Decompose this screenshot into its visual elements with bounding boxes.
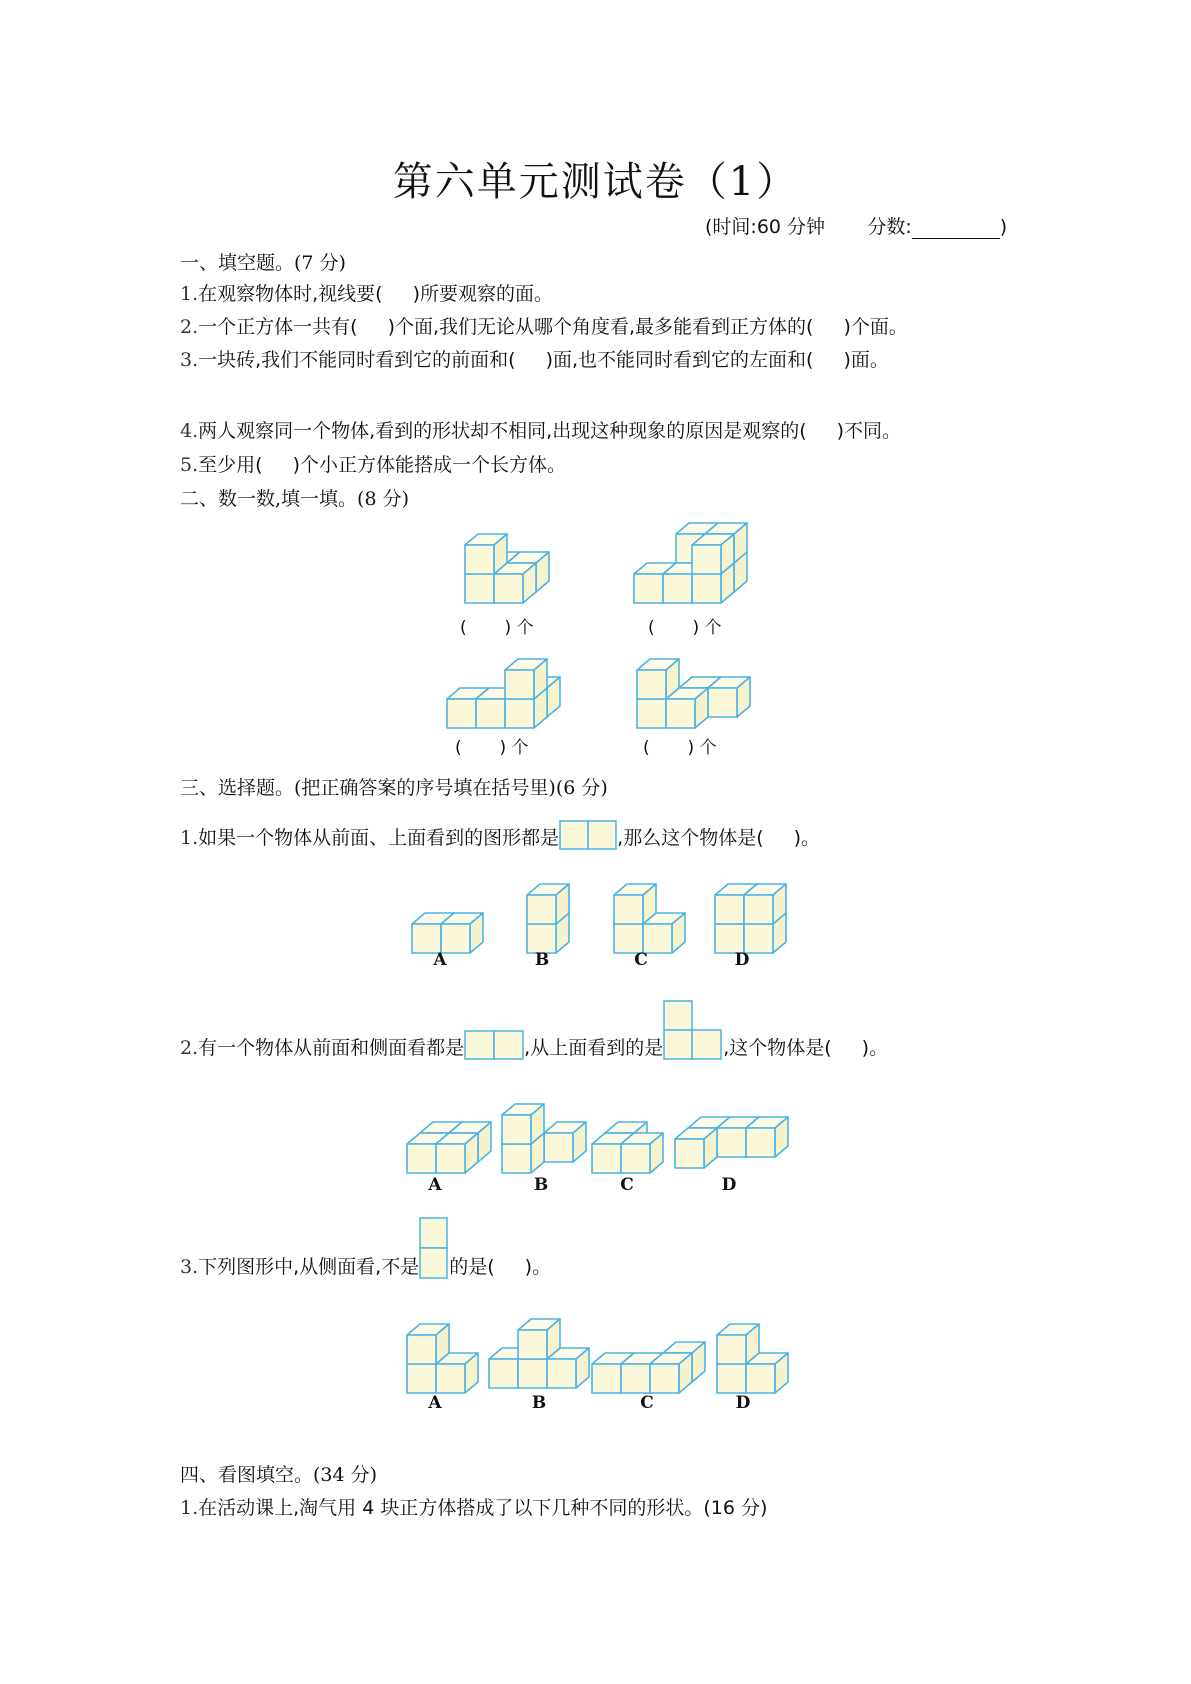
cube-figure-4 — [635, 645, 755, 730]
score-blank[interactable] — [912, 220, 1000, 239]
option-b-label[interactable]: B — [534, 950, 550, 970]
option-b-figure — [500, 1080, 590, 1175]
exam-meta — [705, 212, 1007, 239]
time-label: (时间:60 分钟 — [705, 216, 826, 238]
cube-figure-3 — [445, 645, 565, 730]
option-c-label[interactable]: C — [620, 1175, 634, 1195]
option-d-figure — [673, 1105, 788, 1170]
option-b-figure — [487, 1305, 597, 1390]
option-d-label[interactable]: D — [721, 1175, 737, 1195]
section4-heading: 四、看图填空。(34 分) — [180, 1464, 378, 1486]
option-c-figure — [590, 1110, 670, 1175]
score-label: 分数: — [867, 216, 912, 238]
count-blank-3[interactable]: ( ) 个 — [455, 738, 529, 758]
vertical-two-square-view-icon — [419, 1217, 449, 1279]
score-close: ) — [999, 216, 1008, 238]
s1-question-5: 5.至少用( )个小正方体能搭成一个长方体。 — [180, 454, 566, 476]
option-a-figure — [410, 895, 490, 955]
option-d-figure — [713, 870, 793, 955]
count-blank-2[interactable]: ( ) 个 — [648, 618, 722, 638]
option-c-figure — [590, 1315, 705, 1395]
s3-question-3: 3.下列图形中,从侧面看,不是 的是( )。 — [180, 1251, 551, 1279]
section2-heading: 二、数一数,填一填。(8 分) — [180, 488, 409, 510]
section1-heading: 一、填空题。(7 分) — [180, 252, 346, 274]
option-c-label[interactable]: C — [634, 950, 648, 970]
option-d-label[interactable]: D — [734, 950, 750, 970]
option-b-figure — [525, 870, 575, 955]
option-c-label[interactable]: C — [640, 1393, 654, 1413]
s1-question-3: 3.一块砖,我们不能同时看到它的前面和( )面,也不能同时看到它的左面和( )面。 — [180, 349, 889, 371]
option-c-figure — [612, 870, 692, 955]
option-d-figure — [715, 1310, 795, 1395]
option-a-figure — [405, 1310, 485, 1395]
s4-question-1: 1.在活动课上,淘气用 4 块正方体搭成了以下几种不同的形状。(16 分) — [180, 1497, 768, 1519]
option-b-label[interactable]: B — [533, 1175, 549, 1195]
two-square-view-icon — [464, 1030, 524, 1060]
option-a-label[interactable]: A — [428, 1393, 442, 1413]
s1-question-1: 1.在观察物体时,视线要( )所要观察的面。 — [180, 283, 554, 305]
option-a-label[interactable]: A — [428, 1175, 442, 1195]
s1-question-4: 4.两人观察同一个物体,看到的形状却不相同,出现这种现象的原因是观察的( )不同。 — [180, 420, 902, 442]
s3-question-1: 1.如果一个物体从前面、上面看到的图形都是 ,那么这个物体是( )。 — [180, 820, 820, 850]
cube-figure-2 — [632, 515, 752, 605]
page-title: 第六单元测试卷（1） — [392, 159, 799, 205]
l-shape-top-view-icon — [663, 1000, 723, 1060]
section3-heading: 三、选择题。(把正确答案的序号填在括号里)(6 分) — [180, 777, 608, 799]
option-a-figure — [405, 1110, 495, 1175]
s3-question-2: 2.有一个物体从前面和侧面看都是 ,从上面看到的是 ,这个物体是( )。 — [180, 1030, 888, 1060]
option-d-label[interactable]: D — [735, 1393, 751, 1413]
count-blank-1[interactable]: ( ) 个 — [460, 618, 534, 638]
option-a-label[interactable]: A — [433, 950, 447, 970]
option-b-label[interactable]: B — [531, 1393, 547, 1413]
s1-question-2: 2.一个正方体一共有( )个面,我们无论从哪个角度看,最多能看到正方体的( )个面。 — [180, 316, 908, 338]
count-blank-4[interactable]: ( ) 个 — [643, 738, 717, 758]
cube-figure-1 — [463, 515, 563, 605]
two-square-view-icon — [559, 820, 617, 850]
